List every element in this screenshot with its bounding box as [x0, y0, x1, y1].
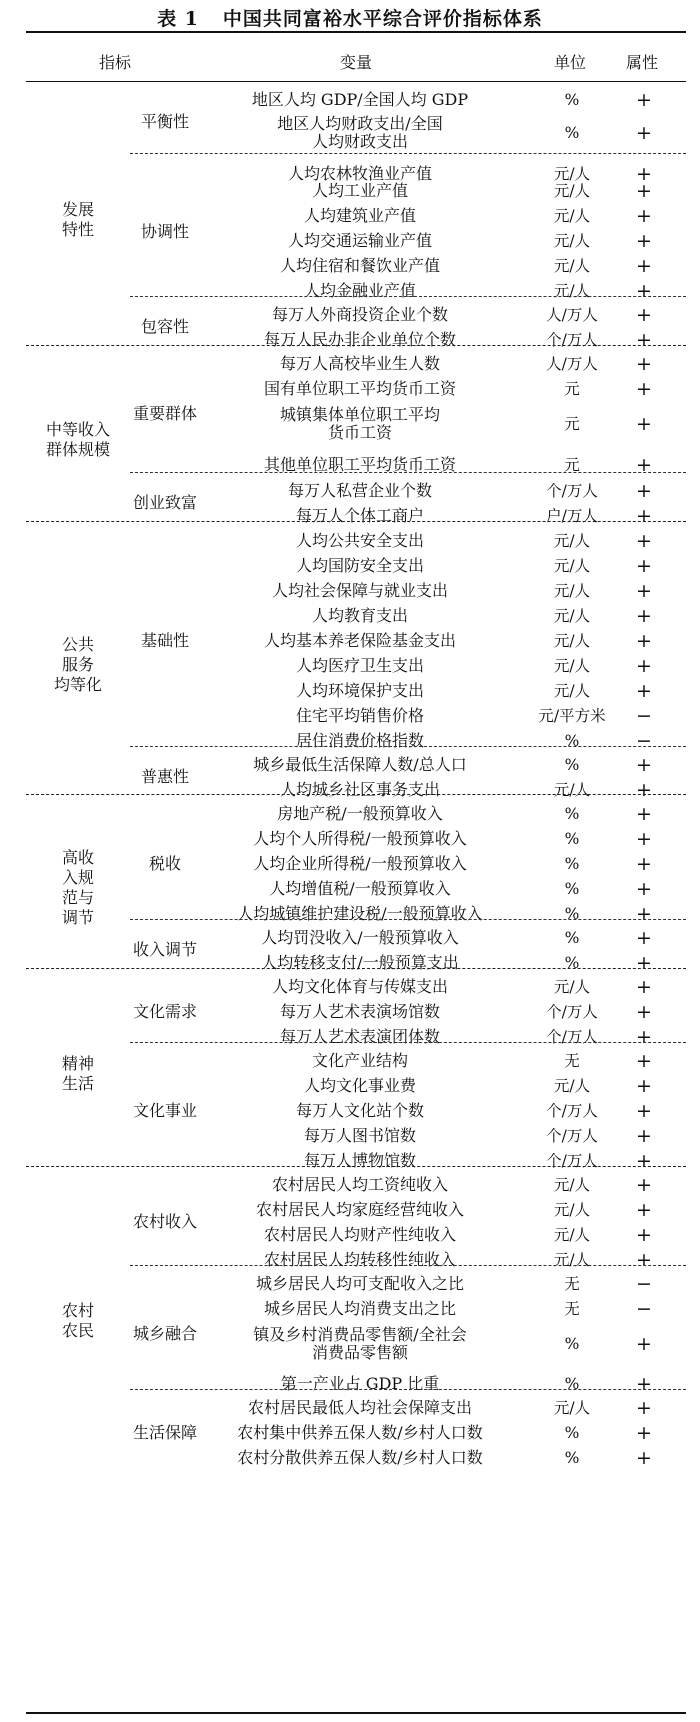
variable-cell [196, 1271, 524, 1296]
variable-text: 人均国防安全支出 [295, 555, 424, 575]
attribute-cell: + [636, 122, 652, 144]
attribute-cell: + [636, 413, 652, 435]
variable-cell [196, 1420, 524, 1445]
unit-cell: 人/万人 [546, 305, 598, 324]
attribute-cell: + [636, 303, 652, 326]
attribute-cell: + [636, 453, 652, 476]
dimension-label: 精神 生活 [61, 1053, 94, 1093]
variable-cell [196, 1197, 524, 1222]
variable-cell [196, 1172, 524, 1197]
unit-cell: 元/人 [553, 977, 591, 996]
variable-text: 人均罚没收入/一般预算收入 [261, 927, 459, 947]
variable-cell [196, 1024, 524, 1049]
attribute-cell: + [636, 679, 652, 702]
variable-text: 人均企业所得税/一般预算收入 [253, 853, 467, 873]
variable-text: 其他单位职工平均货币工资 [263, 454, 456, 474]
subgroup-separator [130, 472, 686, 473]
group-separator [26, 968, 686, 969]
unit-cell: % [564, 829, 580, 848]
variable-cell [196, 478, 524, 503]
variable-cell [196, 376, 524, 401]
variable-cell [196, 1395, 524, 1420]
variable-cell [196, 1123, 524, 1148]
unit-cell: 元/人 [553, 656, 591, 675]
variable-text: 文化产业结构 [311, 1050, 408, 1070]
unit-cell: % [564, 1374, 580, 1393]
variable-text: 人均金融业产值 [303, 280, 416, 300]
variable-cell [196, 253, 524, 278]
group-separator [26, 521, 686, 522]
variable-cell [196, 678, 524, 703]
unit-cell: 个/万人 [546, 1101, 598, 1120]
variable-cell [196, 901, 524, 926]
subdimension-label: 平衡性 [140, 111, 189, 131]
unit-cell: 元/人 [553, 281, 591, 300]
variable-text: 农村居民人均转移性纯收入 [263, 1249, 456, 1269]
dimension-label: 高收 入规 范与 调节 [61, 848, 94, 927]
variable-cell [196, 974, 524, 999]
variable-text: 人均交通运输业产值 [287, 230, 432, 250]
unit-cell: 个/万人 [546, 1151, 598, 1170]
variable-cell [196, 1321, 524, 1367]
subdimension-label: 文化事业 [132, 1100, 197, 1120]
group-separator [26, 794, 686, 795]
unit-cell: 无 [564, 1051, 580, 1070]
variable-text: 人均城乡社区事务支出 [279, 779, 440, 799]
variable-text: 人均社会保障与就业支出 [271, 580, 448, 600]
subgroup-separator [130, 746, 686, 747]
attribute-cell: + [636, 377, 652, 400]
unit-cell: 元/人 [553, 681, 591, 700]
variable-cell [196, 351, 524, 376]
unit-cell: % [564, 879, 580, 898]
attribute-cell: + [636, 877, 652, 900]
variable-cell [196, 950, 524, 975]
attribute-cell: + [636, 504, 652, 527]
attribute-cell: + [636, 1421, 652, 1444]
attribute-cell: + [636, 654, 652, 677]
variable-cell [196, 801, 524, 826]
variable-text: 农村分散供养五保人数/乡村人口数 [237, 1447, 483, 1467]
variable-text: 人均城镇维护建设税/一般预算收入 [237, 903, 483, 923]
variable-text: 农村居民人均家庭经营纯收入 [255, 1199, 464, 1219]
attribute-cell: + [636, 1446, 652, 1469]
attribute-cell: + [636, 229, 652, 252]
dimension-label: 农村 农民 [61, 1301, 94, 1340]
unit-cell: 元/人 [553, 1250, 591, 1269]
unit-cell: 元/人 [553, 164, 591, 183]
attribute-cell: + [636, 279, 652, 302]
unit-cell: 个/万人 [546, 1027, 598, 1046]
attribute-cell: + [636, 1074, 652, 1097]
variable-cell [196, 578, 524, 603]
unit-cell: % [564, 90, 580, 109]
attribute-cell: + [636, 852, 652, 875]
variable-text: 城乡最低生活保障人数/总人口 [253, 754, 467, 774]
variable-text: 每万人图书馆数 [303, 1125, 416, 1145]
variable-text: 农村居民人均财产性纯收入 [263, 1224, 456, 1244]
variable-cell [196, 1222, 524, 1247]
unit-cell: 人/万人 [546, 354, 598, 373]
attribute-cell: + [636, 1333, 652, 1355]
header-variable: 变量 [339, 53, 373, 72]
variable-text: 居住消费价格指数 [295, 730, 424, 750]
attribute-cell: + [636, 778, 652, 801]
variable-text: 农村居民人均工资纯收入 [271, 1174, 448, 1194]
unit-cell: 元 [564, 455, 580, 474]
variable-cell [196, 1073, 524, 1098]
subdimension-label: 普惠性 [140, 767, 189, 786]
attribute-cell: + [636, 554, 652, 577]
unit-cell: 元 [564, 379, 580, 398]
table-caption: 中国共同富裕水平综合评价指标体系 [222, 8, 543, 30]
unit-cell: 元/人 [553, 1175, 591, 1194]
attribute-cell: + [636, 926, 652, 949]
unit-cell: % [564, 953, 580, 972]
variable-cell [196, 603, 524, 628]
variable-cell [196, 826, 524, 851]
subdimension-label: 生活保障 [132, 1422, 197, 1442]
variable-cell [196, 302, 524, 327]
variable-text: 农村居民最低人均社会保障支出 [247, 1397, 472, 1417]
attribute-cell: + [636, 1149, 652, 1172]
subdimension-label: 创业致富 [132, 493, 197, 512]
attribute-cell: − [636, 1297, 652, 1320]
variable-text: 城镇集体单位职工平均 货币工资 [279, 405, 440, 442]
variable-text: 每万人博物馆数 [303, 1150, 416, 1170]
unit-cell: 元/人 [553, 181, 591, 200]
variable-text: 人均工业产值 [311, 180, 408, 200]
variable-text: 人均环境保护支出 [295, 680, 424, 700]
attribute-cell: + [636, 579, 652, 602]
unit-cell: 元/平方米 [538, 706, 606, 725]
unit-cell: 元/人 [553, 606, 591, 625]
variable-text: 城乡居民人均消费支出之比 [263, 1298, 456, 1318]
variable-cell [196, 777, 524, 802]
bottom-rule [26, 1712, 686, 1714]
table-number: 表 1 [157, 8, 199, 30]
variable-text: 人均住宿和餐饮业产值 [279, 255, 440, 275]
subgroup-separator [130, 1042, 686, 1043]
variable-cell [196, 851, 524, 876]
subdimension-label: 税收 [148, 853, 181, 873]
variable-cell [196, 876, 524, 901]
attribute-cell: + [636, 604, 652, 627]
variable-cell [196, 1445, 524, 1470]
attribute-cell: + [636, 951, 652, 974]
unit-cell: 元/人 [553, 581, 591, 600]
variable-cell [196, 528, 524, 553]
dimension-label: 中等收入 群体规模 [45, 419, 110, 459]
variable-text: 人均教育支出 [311, 605, 408, 625]
attribute-cell: + [636, 1372, 652, 1395]
attribute-cell: + [636, 88, 652, 111]
group-separator [26, 345, 686, 346]
variable-text: 人均农林牧渔业产值 [287, 163, 432, 183]
variable-cell [196, 1296, 524, 1321]
attribute-cell: + [636, 1000, 652, 1023]
unit-cell: 元 [564, 415, 580, 433]
subdimension-label: 收入调节 [132, 940, 197, 959]
variable-cell [196, 925, 524, 950]
attribute-cell: + [636, 1223, 652, 1246]
header-indicator: 指标 [98, 53, 132, 72]
unit-cell: % [564, 1423, 580, 1442]
subdimension-label: 协调性 [140, 222, 189, 241]
variable-text: 人均建筑业产值 [303, 205, 416, 225]
unit-cell: % [564, 804, 580, 823]
variable-cell [196, 1048, 524, 1073]
variable-cell [196, 703, 524, 728]
subgroup-separator [130, 1265, 686, 1266]
subgroup-separator [130, 1389, 686, 1390]
unit-cell: 个/万人 [546, 330, 598, 349]
unit-cell: 元/人 [553, 556, 591, 575]
attribute-cell: + [636, 1173, 652, 1196]
unit-cell: 元/人 [553, 256, 591, 275]
header-attribute: 属性 [625, 53, 659, 72]
attribute-cell: + [636, 204, 652, 227]
variable-cell [196, 653, 524, 678]
unit-cell: % [564, 755, 580, 774]
attribute-cell: + [636, 1099, 652, 1122]
variable-text: 人均个人所得税/一般预算收入 [253, 828, 467, 848]
unit-cell: % [564, 928, 580, 947]
variable-cell [196, 1148, 524, 1173]
unit-cell: % [564, 854, 580, 873]
variable-text: 人均文化事业费 [303, 1075, 416, 1095]
variable-text: 城乡居民人均可支配收入之比 [255, 1273, 464, 1293]
variable-text: 每万人艺术表演场馆数 [279, 1001, 440, 1021]
variable-cell [196, 1371, 524, 1396]
variable-text: 镇及乡村消费品零售额/全社会 消费品零售额 [253, 1325, 467, 1362]
unit-cell: 元/人 [553, 631, 591, 650]
attribute-cell: + [636, 1396, 652, 1419]
subdimension-label: 重要群体 [132, 404, 197, 423]
dimension-label: 发展 特性 [61, 199, 94, 239]
attribute-cell: − [636, 1272, 652, 1295]
unit-cell: 元/人 [553, 206, 591, 225]
subdimension-label: 文化需求 [132, 1001, 197, 1021]
unit-cell: 元/人 [553, 780, 591, 799]
attribute-cell: + [636, 1198, 652, 1221]
variable-text: 人均文化体育与传媒支出 [271, 976, 448, 996]
subdimension-label: 城乡融合 [132, 1323, 197, 1343]
attribute-cell: + [636, 352, 652, 375]
variable-cell [196, 503, 524, 528]
unit-cell: 元/人 [553, 531, 591, 550]
subgroup-separator [130, 919, 686, 920]
variable-cell [196, 110, 524, 156]
subdimension-label: 包容性 [140, 317, 189, 336]
variable-text: 人均转移支付/一般预算支出 [261, 952, 459, 972]
variable-cell [196, 278, 524, 303]
variable-text: 地区人均财政支出/全国 人均财政支出 [277, 114, 443, 151]
attribute-cell: + [636, 162, 652, 185]
unit-cell: % [564, 124, 580, 142]
unit-cell: 元/人 [553, 1398, 591, 1417]
attribute-cell: − [636, 729, 652, 752]
unit-cell: 个/万人 [546, 1002, 598, 1021]
unit-cell: 无 [564, 1299, 580, 1318]
subgroup-separator [130, 153, 686, 154]
subgroup-separator [130, 296, 686, 297]
attribute-cell: + [636, 902, 652, 925]
variable-text: 第一产业占 GDP 比重 [280, 1373, 440, 1393]
variable-text: 每万人文化站个数 [295, 1100, 424, 1120]
subdimension-label: 基础性 [140, 630, 189, 650]
attribute-cell: + [636, 1124, 652, 1147]
attribute-cell: + [636, 479, 652, 502]
variable-text: 人均医疗卫生支出 [295, 655, 424, 675]
unit-cell: 个/万人 [546, 1126, 598, 1145]
variable-cell [196, 178, 524, 203]
variable-text: 每万人外商投资企业个数 [271, 304, 448, 324]
attribute-cell: + [636, 629, 652, 652]
variable-text: 人均公共安全支出 [295, 530, 424, 550]
variable-cell [196, 452, 524, 477]
attribute-cell: + [636, 827, 652, 850]
table-title [0, 4, 700, 31]
unit-cell: 元/人 [553, 231, 591, 250]
variable-text: 房地产税/一般预算收入 [277, 803, 443, 823]
variable-text: 每万人民办非企业单位个数 [263, 329, 456, 349]
variable-cell [196, 628, 524, 653]
variable-text: 每万人个体工商户 [295, 505, 424, 525]
unit-cell: 无 [564, 1274, 580, 1293]
top-rule [26, 31, 686, 33]
variable-cell [196, 1247, 524, 1272]
variable-text: 每万人高校毕业生人数 [279, 353, 440, 373]
variable-cell [196, 553, 524, 578]
subdimension-label: 农村收入 [132, 1212, 197, 1231]
variable-text: 农村集中供养五保人数/乡村人口数 [237, 1422, 483, 1442]
unit-cell: % [564, 1448, 580, 1467]
attribute-cell: + [636, 1248, 652, 1271]
variable-text: 国有单位职工平均货币工资 [263, 378, 456, 398]
dimension-label: 公共 服务 均等化 [53, 635, 102, 694]
variable-cell [196, 87, 524, 112]
variable-cell [196, 203, 524, 228]
variable-cell [196, 999, 524, 1024]
variable-text: 住宅平均销售价格 [295, 705, 424, 725]
variable-text: 每万人私营企业个数 [287, 480, 432, 500]
attribute-cell: + [636, 753, 652, 776]
attribute-cell: + [636, 328, 652, 351]
unit-cell: 元/人 [553, 1225, 591, 1244]
header-unit: 单位 [553, 53, 587, 72]
attribute-cell: + [636, 179, 652, 202]
variable-cell [196, 752, 524, 777]
attribute-cell: + [636, 254, 652, 277]
attribute-cell: − [636, 704, 652, 727]
variable-text: 地区人均 GDP/全国人均 GDP [251, 89, 469, 109]
variable-cell [196, 401, 524, 447]
variable-text: 人均基本养老保险基金支出 [263, 630, 456, 650]
variable-text: 每万人艺术表演团体数 [279, 1026, 440, 1046]
attribute-cell: + [636, 802, 652, 825]
unit-cell: 户/万人 [546, 506, 598, 525]
variable-cell [196, 228, 524, 253]
variable-cell [196, 728, 524, 753]
unit-cell: % [564, 1335, 580, 1353]
header-rule [26, 81, 686, 82]
unit-cell: % [564, 731, 580, 750]
attribute-cell: + [636, 1049, 652, 1072]
unit-cell: 元/人 [553, 1076, 591, 1095]
variable-cell [196, 327, 524, 352]
attribute-cell: + [636, 975, 652, 998]
attribute-cell: + [636, 529, 652, 552]
unit-cell: 元/人 [553, 1200, 591, 1219]
variable-cell [196, 1098, 524, 1123]
group-separator [26, 1166, 686, 1167]
attribute-cell: + [636, 1025, 652, 1048]
variable-text: 人均增值税/一般预算收入 [269, 878, 451, 898]
unit-cell: % [564, 904, 580, 923]
unit-cell: 个/万人 [546, 481, 598, 500]
